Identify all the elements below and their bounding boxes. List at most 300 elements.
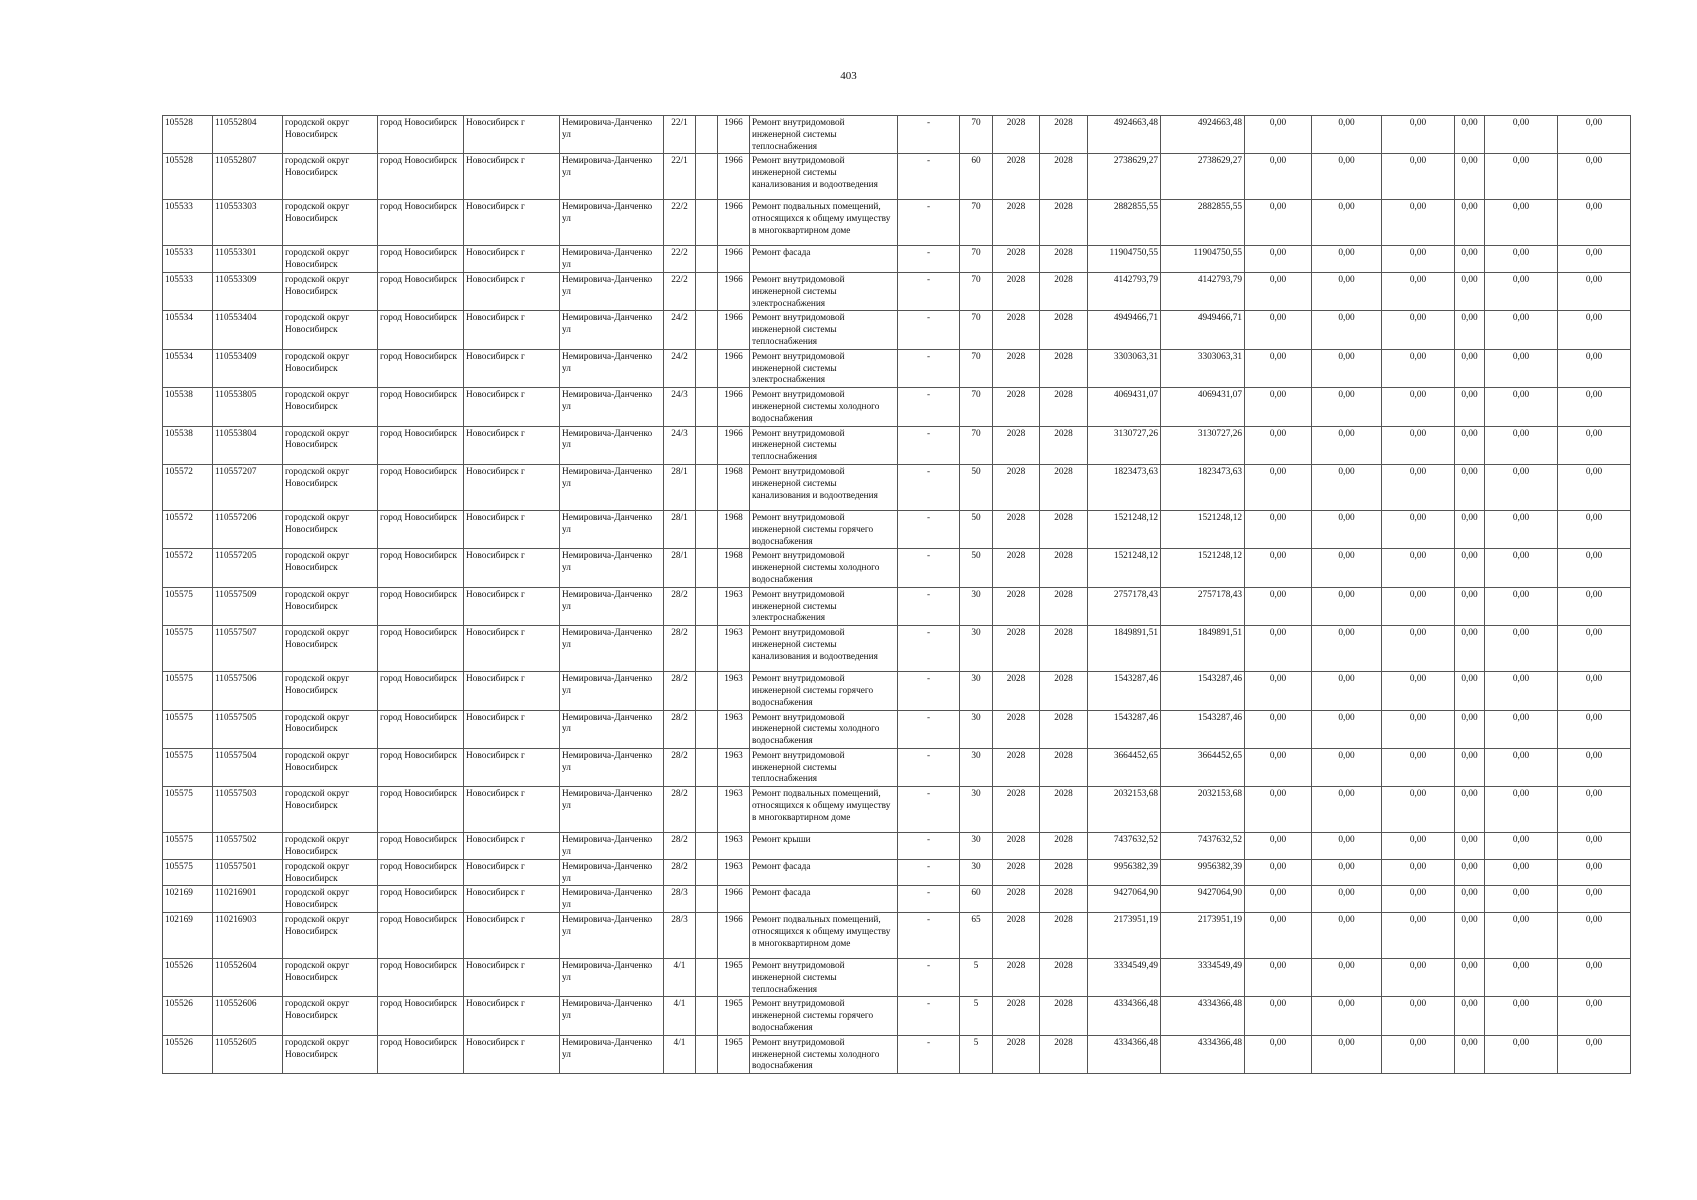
- cell-build-year: 1966: [718, 246, 750, 273]
- cell-municipal-district: городской округ Новосибирск: [283, 549, 378, 587]
- cell-cost-total-financing: 2173951,19: [1161, 913, 1245, 959]
- cell-house-number: 28/2: [664, 587, 696, 625]
- cell-plan-year-start: 2028: [993, 154, 1040, 200]
- cell-object-id: 105538: [163, 388, 213, 426]
- cell-locality: Новосибирск г: [464, 710, 560, 748]
- cell-plan-year-start: 2028: [993, 913, 1040, 959]
- cell-street: Немировича-Данченко ул: [560, 246, 664, 273]
- cell-element-id: 110553309: [213, 272, 283, 310]
- cell-cost-other: 0,00: [1455, 426, 1485, 464]
- table-row: [163, 388, 1631, 426]
- cell-cost-total-financing: 9427064,90: [1161, 886, 1245, 913]
- cell-object-id: 105538: [163, 426, 213, 464]
- cell-element-id: 110553805: [213, 388, 283, 426]
- cell-plan-year-end: 2028: [1040, 748, 1088, 786]
- cell-settlement: город Новосибирск: [378, 959, 464, 997]
- cell-locality: Новосибирск г: [464, 913, 560, 959]
- cell-locality: Новосибирск г: [464, 311, 560, 349]
- cell-cost-reserve: 0,00: [1558, 997, 1631, 1035]
- cell-element-id: 110552606: [213, 997, 283, 1035]
- cell-plan-year-end: 2028: [1040, 246, 1088, 273]
- page-number: 403: [840, 70, 857, 82]
- cell-street: Немировича-Данченко ул: [560, 748, 664, 786]
- cell-municipal-district: городской округ Новосибирск: [283, 748, 378, 786]
- cell-wear-percent: 30: [960, 587, 993, 625]
- cell-cost-owners: 0,00: [1485, 672, 1558, 710]
- cell-cost-total-financing: 1543287,46: [1161, 672, 1245, 710]
- cell-build-year: 1968: [718, 464, 750, 510]
- cell-plan-year-start: 2028: [993, 833, 1040, 860]
- cell-cost-other: 0,00: [1455, 510, 1485, 548]
- cell-street: Немировича-Данченко ул: [560, 959, 664, 997]
- cell-cost-federal: 0,00: [1245, 116, 1312, 154]
- cell-municipal-district: городской округ Новосибирск: [283, 1035, 378, 1073]
- cell-wear-percent: 30: [960, 833, 993, 860]
- cell-object-id: 102169: [163, 913, 213, 959]
- cell-cost-reserve: 0,00: [1558, 200, 1631, 246]
- cell-street: Немировича-Данченко ул: [560, 787, 664, 833]
- cell-cost-federal: 0,00: [1245, 549, 1312, 587]
- cell-house-number: 28/3: [664, 913, 696, 959]
- cell-element-id: 110553409: [213, 349, 283, 387]
- cell-total-cost: 11904750,55: [1088, 246, 1161, 273]
- cell-cost-federal: 0,00: [1245, 913, 1312, 959]
- cell-cost-owners: 0,00: [1485, 748, 1558, 786]
- cell-cost-federal: 0,00: [1245, 626, 1312, 672]
- cell-house-number: 28/2: [664, 787, 696, 833]
- cell-cost-other: 0,00: [1455, 116, 1485, 154]
- cell-building: [696, 154, 718, 200]
- cell-work-type: Ремонт фасада: [750, 246, 898, 273]
- cell-locality: Новосибирск г: [464, 859, 560, 886]
- cell-settlement: город Новосибирск: [378, 116, 464, 154]
- cell-cost-reserve: 0,00: [1558, 787, 1631, 833]
- cell-house-number: 28/1: [664, 464, 696, 510]
- cell-cost-owners: 0,00: [1485, 154, 1558, 200]
- cell-cost-total-financing: 3130727,26: [1161, 426, 1245, 464]
- cell-cost-local: 0,00: [1382, 886, 1455, 913]
- cell-total-cost: 4334366,48: [1088, 997, 1161, 1035]
- cell-cost-other: 0,00: [1455, 787, 1485, 833]
- cell-building: [696, 997, 718, 1035]
- cell-cost-reserve: 0,00: [1558, 154, 1631, 200]
- cell-house-number: 28/1: [664, 549, 696, 587]
- cell-cost-local: 0,00: [1382, 913, 1455, 959]
- cell-house-number: 28/2: [664, 710, 696, 748]
- cell-build-year: 1968: [718, 510, 750, 548]
- cell-total-cost: 1521248,12: [1088, 510, 1161, 548]
- cell-status: -: [898, 833, 960, 860]
- cell-municipal-district: городской округ Новосибирск: [283, 997, 378, 1035]
- cell-object-id: 105533: [163, 272, 213, 310]
- cell-building: [696, 787, 718, 833]
- cell-element-id: 110557501: [213, 859, 283, 886]
- cell-status: -: [898, 1035, 960, 1073]
- cell-build-year: 1965: [718, 997, 750, 1035]
- cell-settlement: город Новосибирск: [378, 464, 464, 510]
- cell-cost-federal: 0,00: [1245, 710, 1312, 748]
- cell-build-year: 1966: [718, 200, 750, 246]
- cell-cost-federal: 0,00: [1245, 959, 1312, 997]
- cell-wear-percent: 5: [960, 1035, 993, 1073]
- cell-build-year: 1965: [718, 1035, 750, 1073]
- cell-plan-year-end: 2028: [1040, 710, 1088, 748]
- cell-cost-total-financing: 1521248,12: [1161, 510, 1245, 548]
- cell-street: Немировича-Данченко ул: [560, 1035, 664, 1073]
- cell-element-id: 110216901: [213, 886, 283, 913]
- cell-street: Немировича-Данченко ул: [560, 311, 664, 349]
- cell-plan-year-start: 2028: [993, 464, 1040, 510]
- cell-work-type: Ремонт внутридомовой инженерной системы горячего водоснабжения: [750, 510, 898, 548]
- cell-element-id: 110557502: [213, 833, 283, 860]
- cell-cost-owners: 0,00: [1485, 913, 1558, 959]
- cell-cost-reserve: 0,00: [1558, 349, 1631, 387]
- cell-cost-regional: 0,00: [1312, 959, 1382, 997]
- cell-work-type: Ремонт внутридомовой инженерной системы холодного водоснабжения: [750, 1035, 898, 1073]
- table-row: [163, 748, 1631, 786]
- cell-plan-year-end: 2028: [1040, 272, 1088, 310]
- cell-municipal-district: городской округ Новосибирск: [283, 388, 378, 426]
- cell-cost-local: 0,00: [1382, 997, 1455, 1035]
- cell-street: Немировича-Данченко ул: [560, 272, 664, 310]
- cell-cost-owners: 0,00: [1485, 710, 1558, 748]
- cell-cost-reserve: 0,00: [1558, 116, 1631, 154]
- cell-element-id: 110557509: [213, 587, 283, 625]
- cell-cost-reserve: 0,00: [1558, 510, 1631, 548]
- cell-street: Немировича-Данченко ул: [560, 587, 664, 625]
- cell-cost-local: 0,00: [1382, 833, 1455, 860]
- cell-plan-year-end: 2028: [1040, 464, 1088, 510]
- table-row: [163, 1035, 1631, 1073]
- table-row: [163, 913, 1631, 959]
- cell-build-year: 1966: [718, 388, 750, 426]
- cell-cost-reserve: 0,00: [1558, 388, 1631, 426]
- cell-cost-owners: 0,00: [1485, 959, 1558, 997]
- cell-cost-owners: 0,00: [1485, 787, 1558, 833]
- table-row: [163, 272, 1631, 310]
- cell-work-type: Ремонт внутридомовой инженерной системы холодного водоснабжения: [750, 549, 898, 587]
- cell-locality: Новосибирск г: [464, 748, 560, 786]
- cell-cost-local: 0,00: [1382, 272, 1455, 310]
- cell-locality: Новосибирск г: [464, 787, 560, 833]
- cell-cost-other: 0,00: [1455, 748, 1485, 786]
- cell-wear-percent: 70: [960, 388, 993, 426]
- cell-plan-year-start: 2028: [993, 349, 1040, 387]
- cell-status: -: [898, 886, 960, 913]
- cell-cost-total-financing: 4949466,71: [1161, 311, 1245, 349]
- cell-locality: Новосибирск г: [464, 464, 560, 510]
- cell-cost-owners: 0,00: [1485, 1035, 1558, 1073]
- cell-locality: Новосибирск г: [464, 426, 560, 464]
- cell-street: Немировича-Данченко ул: [560, 200, 664, 246]
- cell-street: Немировича-Данченко ул: [560, 426, 664, 464]
- cell-house-number: 28/1: [664, 510, 696, 548]
- cell-municipal-district: городской округ Новосибирск: [283, 626, 378, 672]
- table-row: [163, 997, 1631, 1035]
- cell-plan-year-start: 2028: [993, 710, 1040, 748]
- cell-cost-federal: 0,00: [1245, 311, 1312, 349]
- cell-cost-reserve: 0,00: [1558, 272, 1631, 310]
- cell-object-id: 105575: [163, 748, 213, 786]
- cell-cost-regional: 0,00: [1312, 748, 1382, 786]
- cell-street: Немировича-Данченко ул: [560, 672, 664, 710]
- cell-building: [696, 587, 718, 625]
- cell-plan-year-end: 2028: [1040, 672, 1088, 710]
- cell-work-type: Ремонт внутридомовой инженерной системы электроснабжения: [750, 587, 898, 625]
- cell-wear-percent: 70: [960, 246, 993, 273]
- cell-cost-owners: 0,00: [1485, 626, 1558, 672]
- table-row: [163, 549, 1631, 587]
- cell-cost-reserve: 0,00: [1558, 833, 1631, 860]
- cell-municipal-district: городской округ Новосибирск: [283, 311, 378, 349]
- cell-cost-federal: 0,00: [1245, 833, 1312, 860]
- cell-cost-other: 0,00: [1455, 349, 1485, 387]
- cell-cost-other: 0,00: [1455, 1035, 1485, 1073]
- cell-cost-total-financing: 4924663,48: [1161, 116, 1245, 154]
- cell-municipal-district: городской округ Новосибирск: [283, 672, 378, 710]
- cell-municipal-district: городской округ Новосибирск: [283, 510, 378, 548]
- cell-status: -: [898, 587, 960, 625]
- cell-settlement: город Новосибирск: [378, 549, 464, 587]
- cell-settlement: город Новосибирск: [378, 886, 464, 913]
- cell-build-year: 1963: [718, 748, 750, 786]
- cell-cost-total-financing: 2882855,55: [1161, 200, 1245, 246]
- cell-settlement: город Новосибирск: [378, 154, 464, 200]
- cell-cost-federal: 0,00: [1245, 272, 1312, 310]
- cell-cost-other: 0,00: [1455, 154, 1485, 200]
- cell-settlement: город Новосибирск: [378, 833, 464, 860]
- cell-cost-regional: 0,00: [1312, 464, 1382, 510]
- cell-cost-regional: 0,00: [1312, 116, 1382, 154]
- cell-cost-reserve: 0,00: [1558, 626, 1631, 672]
- cell-status: -: [898, 748, 960, 786]
- cell-plan-year-end: 2028: [1040, 510, 1088, 548]
- cell-municipal-district: городской округ Новосибирск: [283, 464, 378, 510]
- cell-cost-local: 0,00: [1382, 787, 1455, 833]
- cell-locality: Новосибирск г: [464, 997, 560, 1035]
- cell-cost-total-financing: 7437632,52: [1161, 833, 1245, 860]
- cell-work-type: Ремонт подвальных помещений, относящихся к общему имуществу в многоквартирном доме: [750, 787, 898, 833]
- table-row: [163, 154, 1631, 200]
- cell-locality: Новосибирск г: [464, 959, 560, 997]
- cell-wear-percent: 30: [960, 710, 993, 748]
- cell-cost-total-financing: 3664452,65: [1161, 748, 1245, 786]
- cell-cost-federal: 0,00: [1245, 587, 1312, 625]
- cell-build-year: 1966: [718, 272, 750, 310]
- cell-cost-federal: 0,00: [1245, 787, 1312, 833]
- cell-cost-reserve: 0,00: [1558, 246, 1631, 273]
- cell-cost-local: 0,00: [1382, 510, 1455, 548]
- cell-plan-year-start: 2028: [993, 787, 1040, 833]
- cell-locality: Новосибирск г: [464, 272, 560, 310]
- cell-cost-total-financing: 2032153,68: [1161, 787, 1245, 833]
- cell-building: [696, 748, 718, 786]
- cell-build-year: 1966: [718, 426, 750, 464]
- table-row: [163, 886, 1631, 913]
- cell-cost-owners: 0,00: [1485, 587, 1558, 625]
- cell-cost-local: 0,00: [1382, 1035, 1455, 1073]
- cell-work-type: Ремонт внутридомовой инженерной системы теплоснабжения: [750, 311, 898, 349]
- cell-status: -: [898, 549, 960, 587]
- cell-wear-percent: 5: [960, 959, 993, 997]
- cell-street: Немировича-Данченко ул: [560, 549, 664, 587]
- cell-plan-year-start: 2028: [993, 1035, 1040, 1073]
- cell-work-type: Ремонт внутридомовой инженерной системы теплоснабжения: [750, 116, 898, 154]
- cell-cost-regional: 0,00: [1312, 672, 1382, 710]
- cell-build-year: 1965: [718, 959, 750, 997]
- cell-house-number: 22/1: [664, 154, 696, 200]
- cell-house-number: 22/2: [664, 246, 696, 273]
- cell-settlement: город Новосибирск: [378, 388, 464, 426]
- cell-street: Немировича-Данченко ул: [560, 833, 664, 860]
- cell-build-year: 1966: [718, 349, 750, 387]
- cell-cost-other: 0,00: [1455, 672, 1485, 710]
- cell-object-id: 105572: [163, 464, 213, 510]
- cell-wear-percent: 65: [960, 913, 993, 959]
- cell-cost-regional: 0,00: [1312, 510, 1382, 548]
- cell-element-id: 110557206: [213, 510, 283, 548]
- cell-cost-local: 0,00: [1382, 246, 1455, 273]
- cell-wear-percent: 70: [960, 426, 993, 464]
- cell-cost-total-financing: 3303063,31: [1161, 349, 1245, 387]
- cell-settlement: город Новосибирск: [378, 859, 464, 886]
- cell-work-type: Ремонт внутридомовой инженерной системы канализования и водоотведения: [750, 154, 898, 200]
- cell-total-cost: 4924663,48: [1088, 116, 1161, 154]
- cell-cost-local: 0,00: [1382, 626, 1455, 672]
- cell-settlement: город Новосибирск: [378, 913, 464, 959]
- cell-object-id: 105575: [163, 787, 213, 833]
- cell-plan-year-end: 2028: [1040, 913, 1088, 959]
- cell-cost-other: 0,00: [1455, 833, 1485, 860]
- cell-settlement: город Новосибирск: [378, 200, 464, 246]
- cell-total-cost: 1521248,12: [1088, 549, 1161, 587]
- cell-build-year: 1968: [718, 549, 750, 587]
- cell-settlement: город Новосибирск: [378, 787, 464, 833]
- cell-element-id: 110553303: [213, 200, 283, 246]
- cell-street: Немировича-Данченко ул: [560, 626, 664, 672]
- cell-cost-owners: 0,00: [1485, 859, 1558, 886]
- cell-plan-year-start: 2028: [993, 959, 1040, 997]
- table-row: [163, 311, 1631, 349]
- cell-element-id: 110557507: [213, 626, 283, 672]
- cell-cost-reserve: 0,00: [1558, 426, 1631, 464]
- table-row: [163, 116, 1631, 154]
- cell-object-id: 105526: [163, 959, 213, 997]
- cell-plan-year-end: 2028: [1040, 1035, 1088, 1073]
- cell-locality: Новосибирск г: [464, 549, 560, 587]
- cell-cost-federal: 0,00: [1245, 154, 1312, 200]
- cell-cost-other: 0,00: [1455, 626, 1485, 672]
- cell-plan-year-end: 2028: [1040, 549, 1088, 587]
- cell-cost-regional: 0,00: [1312, 997, 1382, 1035]
- cell-municipal-district: городской округ Новосибирск: [283, 116, 378, 154]
- cell-settlement: город Новосибирск: [378, 246, 464, 273]
- table-row: [163, 246, 1631, 273]
- cell-house-number: 28/2: [664, 626, 696, 672]
- cell-plan-year-end: 2028: [1040, 833, 1088, 860]
- cell-plan-year-start: 2028: [993, 388, 1040, 426]
- table-body: [163, 116, 1631, 1074]
- cell-building: [696, 913, 718, 959]
- cell-municipal-district: городской округ Новосибирск: [283, 833, 378, 860]
- cell-cost-regional: 0,00: [1312, 311, 1382, 349]
- cell-settlement: город Новосибирск: [378, 587, 464, 625]
- cell-house-number: 24/3: [664, 388, 696, 426]
- cell-cost-reserve: 0,00: [1558, 959, 1631, 997]
- cell-cost-regional: 0,00: [1312, 886, 1382, 913]
- cell-cost-reserve: 0,00: [1558, 1035, 1631, 1073]
- cell-wear-percent: 5: [960, 997, 993, 1035]
- cell-building: [696, 859, 718, 886]
- cell-status: -: [898, 246, 960, 273]
- cell-cost-federal: 0,00: [1245, 464, 1312, 510]
- cell-cost-regional: 0,00: [1312, 246, 1382, 273]
- cell-plan-year-start: 2028: [993, 200, 1040, 246]
- cell-cost-owners: 0,00: [1485, 246, 1558, 273]
- cell-wear-percent: 60: [960, 886, 993, 913]
- cell-municipal-district: городской округ Новосибирск: [283, 886, 378, 913]
- cell-plan-year-end: 2028: [1040, 859, 1088, 886]
- cell-work-type: Ремонт внутридомовой инженерной системы теплоснабжения: [750, 426, 898, 464]
- cell-cost-total-financing: 4334366,48: [1161, 997, 1245, 1035]
- cell-object-id: 105575: [163, 833, 213, 860]
- cell-wear-percent: 30: [960, 626, 993, 672]
- cell-cost-regional: 0,00: [1312, 1035, 1382, 1073]
- cell-cost-owners: 0,00: [1485, 426, 1558, 464]
- cell-cost-owners: 0,00: [1485, 311, 1558, 349]
- cell-building: [696, 200, 718, 246]
- cell-wear-percent: 50: [960, 464, 993, 510]
- cell-street: Немировича-Данченко ул: [560, 913, 664, 959]
- cell-plan-year-start: 2028: [993, 272, 1040, 310]
- cell-cost-regional: 0,00: [1312, 626, 1382, 672]
- cell-cost-local: 0,00: [1382, 154, 1455, 200]
- cell-total-cost: 4334366,48: [1088, 1035, 1161, 1073]
- cell-total-cost: 2738629,27: [1088, 154, 1161, 200]
- cell-total-cost: 2173951,19: [1088, 913, 1161, 959]
- cell-work-type: Ремонт внутридомовой инженерной системы горячего водоснабжения: [750, 997, 898, 1035]
- cell-build-year: 1966: [718, 116, 750, 154]
- cell-build-year: 1963: [718, 833, 750, 860]
- cell-municipal-district: городской округ Новосибирск: [283, 272, 378, 310]
- cell-total-cost: 9956382,39: [1088, 859, 1161, 886]
- cell-total-cost: 4949466,71: [1088, 311, 1161, 349]
- table-row: [163, 710, 1631, 748]
- table-row: [163, 510, 1631, 548]
- cell-work-type: Ремонт крыши: [750, 833, 898, 860]
- table-row: [163, 587, 1631, 625]
- cell-wear-percent: 30: [960, 672, 993, 710]
- table-row: [163, 464, 1631, 510]
- cell-settlement: город Новосибирск: [378, 1035, 464, 1073]
- cell-cost-federal: 0,00: [1245, 246, 1312, 273]
- cell-element-id: 110557205: [213, 549, 283, 587]
- cell-object-id: 105572: [163, 549, 213, 587]
- cell-cost-regional: 0,00: [1312, 587, 1382, 625]
- cell-locality: Новосибирск г: [464, 833, 560, 860]
- cell-building: [696, 388, 718, 426]
- cell-cost-other: 0,00: [1455, 859, 1485, 886]
- cell-house-number: 28/2: [664, 672, 696, 710]
- cell-element-id: 110557503: [213, 787, 283, 833]
- table-row: [163, 672, 1631, 710]
- cell-work-type: Ремонт внутридомовой инженерной системы холодного водоснабжения: [750, 710, 898, 748]
- cell-cost-federal: 0,00: [1245, 510, 1312, 548]
- cell-cost-owners: 0,00: [1485, 388, 1558, 426]
- cell-status: -: [898, 116, 960, 154]
- cell-cost-total-financing: 3334549,49: [1161, 959, 1245, 997]
- cell-cost-local: 0,00: [1382, 311, 1455, 349]
